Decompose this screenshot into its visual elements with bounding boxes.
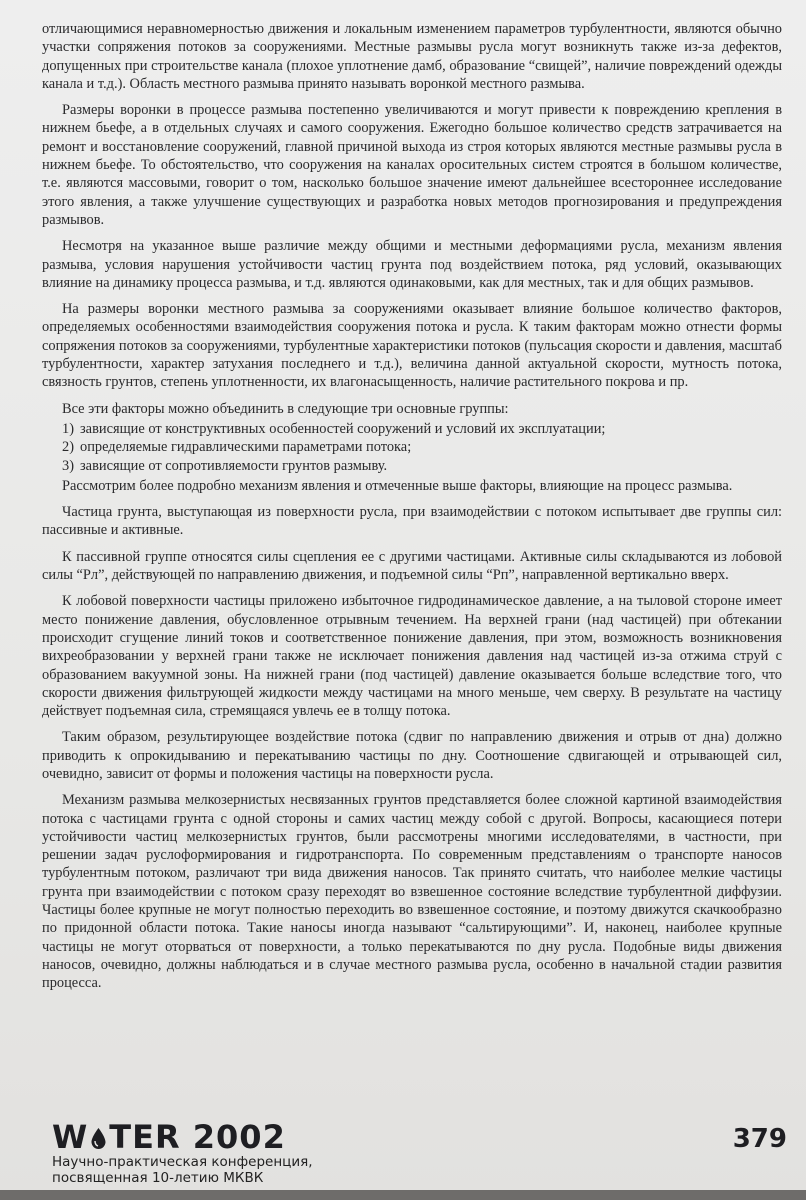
- page-number: 379: [732, 1124, 787, 1154]
- conference-line-2: посвященная 10-летию МКВК: [52, 1170, 264, 1186]
- factor-groups-list: [42, 420, 782, 475]
- paragraph-10: Таким образом, результирующее воздействие потока (сдвиг по направлению движения и отрыв от дна) должно приводить к опрокидыванию и перекатыванию частицы по дну. Соотношение сдвигающей и отрывающей сил, очевидно, зависит от формы и положения частицы на поверхности русла.: [42, 729, 782, 782]
- paragraph-7: Частица грунта, выступающая из поверхности русла, при взаимодействии с потоком испытывает две группы сил: пассивные и активные.: [42, 504, 782, 539]
- paragraph-2: Размеры воронки в процессе размыва постепенно увеличиваются и могут привести к повреждению крепления в нижнем бьефе, а в отдельных случаях и самого сооружения. Ежегодно большое количество средств затрачивается на ремонт и восстановление сооружений, главной причиной выхода из строя которых являются местные размывы русла в нижнем бьефе. То обстоятельство, что сооружения на каналах оросительных систем строятся в большом количестве, т.е. являются массовыми, говорит о том, насколько большое значение имеют дальнейшее всестороннее исследование этого явления, а также улучшение существующих и разработка новых методов прогнозирования и предупреждения размывов.: [42, 102, 782, 228]
- paragraph-11: Механизм размыва мелкозернистых несвязанных грунтов представляется более сложной картиной взаимодействия потока с частицами грунта с одной стороны и самих частиц между собой с другой. Вопросы, касающиеся потери устойчивости частиц мелкозернистых грунтов, были рассмотрены многими исследователями, в частности, при решении задач руслоформирования и гидротранспорта. По современным представлениям о транспорте наносов турбулентным потоком, различают три вида движения наносов. Так принято считать, что наиболее мелкие частицы грунта при взаимодействии с потоком сразу переходят во взвешенное состояние вследствие турбулентной диффузии. Частицы более крупные не могут полностью переходить во взвешенное состояние, и поэтому движутся скачкообразно по придонной области потока. Такие наносы иногда называют “сальтирующими”. И, наконец, наиболее крупные частицы не могут оторваться от поверхности, а только перекатываются по дну русла. Подобные виды движения наносов, очевидно, должны наблюдаться и в случае местного размыва русла, особенно в начальной стадии развития процесса.: [42, 792, 782, 992]
- list-item-number: 1): [62, 420, 74, 437]
- list-item-text: зависящие от сопротивляемости грунтов размыву.: [80, 457, 388, 474]
- list-item-text: определяемые гидравлическими параметрами потока;: [80, 439, 412, 456]
- article-body: [42, 20, 782, 1001]
- conference-line-1: Научно-практическая конференция,: [52, 1154, 313, 1170]
- paragraph-5: Все эти факторы можно объединить в следующие три основные группы:: [62, 400, 509, 417]
- paragraph-6: Рассмотрим более подробно механизм явления и отмеченные выше факторы, влияющие на процесс размыва.: [62, 477, 733, 494]
- list-item-text: зависящие от конструктивных особенностей сооружений и условий их эксплуатации;: [80, 420, 606, 437]
- page-footer: [52, 1120, 787, 1190]
- paragraph-9: К лобовой поверхности частицы приложено избыточное гидродинамическое давление, а на тыловой стороне имеет место понижение давления, обусловленное отрывным течением. На верхней грани (над частицей) при обтекании происходит сгущение линий токов и соответственное понижение давления, при этом, возможность возникновения вихреобразовании у верхней грани также не исключает понижения давления над частицей из-за отжима струй с образованием вакуумной зоны. На нижней грани (под частицей) давление оказывается больше вследствие того, что скорости движения фильтрующей жидкости между частицами на много меньше, чем сверху. В результате на частицу действует подъемная сила, стремящаяся увлечь ее в толщу потока.: [42, 593, 782, 720]
- list-item-number: 2): [62, 439, 74, 456]
- conference-logo: [52, 1120, 787, 1154]
- list-item-number: 3): [62, 457, 74, 474]
- list-item: [62, 438, 782, 456]
- logo-text: TER 2002: [109, 1118, 286, 1156]
- list-item: [62, 420, 782, 438]
- water-drop-icon: [90, 1127, 107, 1150]
- paragraph-3: Несмотря на указанное выше различие между общими и местными деформациями русла, механизм явления размыва, условия нарушения устойчивости частиц грунта под воздействием потока, ряд условий, оказывающих влияние на динамику процесса размыва, и т.д. являются одинаковыми, как для местных, так и для общих размывов.: [42, 238, 782, 291]
- list-item: [62, 457, 782, 475]
- logo-letter-w: W: [52, 1118, 89, 1156]
- paragraph-1: отличающимися неравномерностью движения и локальным изменением параметров турбулентности, являются обычно участки сопряжения потоков за сооружениями. Местные размывы русла могут возникнуть также из-за дефектов, допущенных при строительстве канала (плохое уплотнение дамб, образование “свищей”, наличие повреждений одежды канала и т.д.). Область местного размыва принято называть воронкой местного размыва.: [42, 21, 782, 92]
- paragraph-8: К пассивной группе относятся силы сцепления ее с другими частицами. Активные силы складываются из лобовой силы “Рл”, действующей по направлению движения, и подъемной силы “Рп”, направленной вертикально вверх.: [42, 548, 782, 584]
- paragraph-4: На размеры воронки местного размыва за сооружениями оказывает влияние большое количество факторов, определяемых особенностями взаимодействия сооружения потока и русла. К таким факторам можно отнести формы сопряжения потоков за сооружениями, турбулентные характеристики потоков (пульсация скорости и давления, масштаб турбулентности, характер затухания последнего и т.д.), величина данной актуальной скорости, мутность потока, связность грунтов, степень уплотненности, их влагонасыщенность, наличие растительного покрова и пр.: [42, 301, 782, 391]
